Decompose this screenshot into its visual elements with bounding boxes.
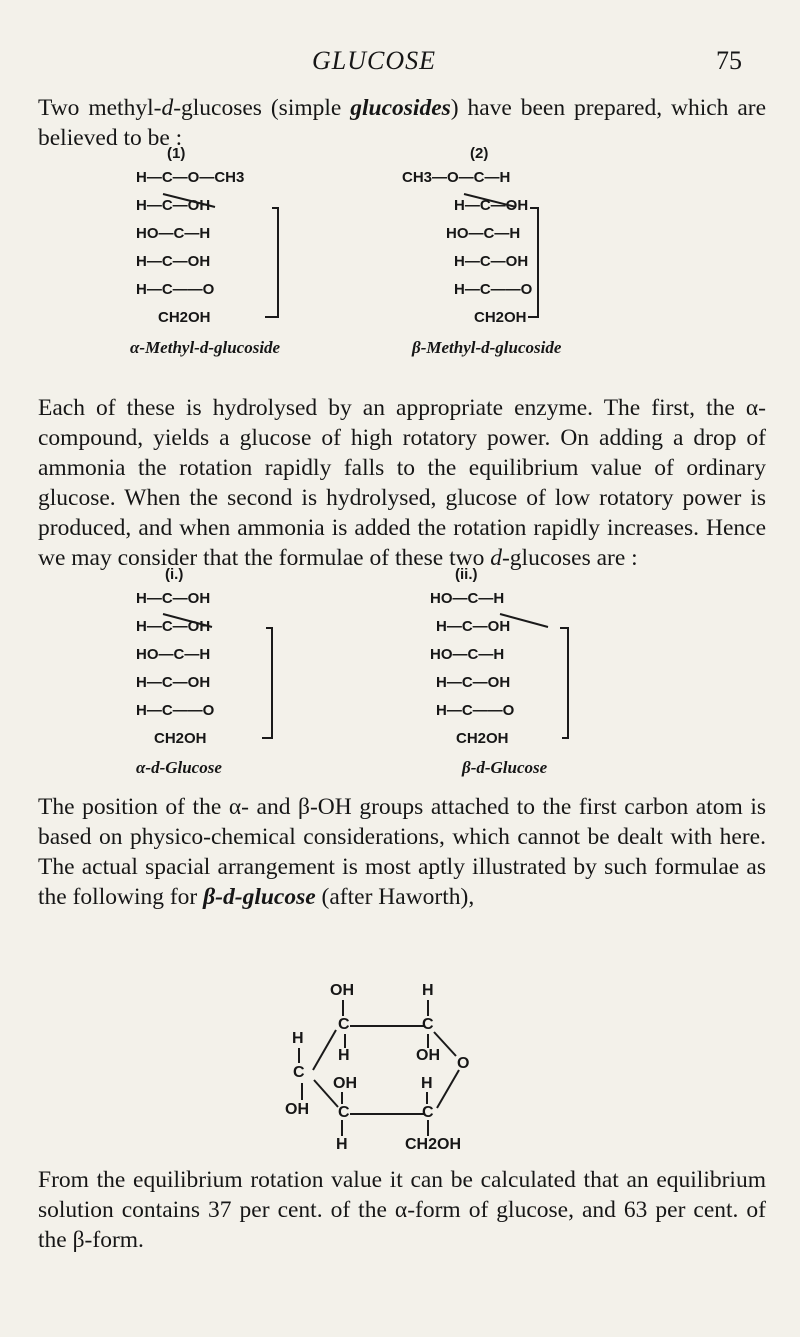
formula-row: H—C—O—CH3 (136, 169, 245, 186)
formula-i-label: (i.) (165, 566, 184, 583)
formula-row: H—C—OH (454, 253, 529, 270)
alpha-glucose-formula (136, 585, 214, 753)
intro-text-2: -glucoses (simple (173, 95, 351, 121)
hydrolysis-text-end: -glucoses are : (501, 545, 638, 571)
formula-row: H—C—OH (436, 618, 511, 635)
haworth-left-h: H (292, 1030, 304, 1047)
formula-row: HO—C—H (446, 225, 521, 242)
position-paragraph (38, 792, 766, 912)
ring-bond (313, 1030, 336, 1070)
intro-glucosides: glucosides (350, 95, 451, 121)
running-title: GLUCOSE (312, 46, 437, 75)
beta-glucose-formula (430, 585, 514, 753)
formula-row: HO—C—H (430, 646, 505, 663)
formula-row: HO—C—H (136, 646, 211, 663)
hydrolysis-d: d (490, 545, 502, 571)
formula-row: CH2OH (474, 309, 527, 326)
formula-row: HO—C—H (136, 225, 211, 242)
formula-row: H—C—OH (136, 674, 211, 691)
haworth-bottom-ch2oh: CH2OH (405, 1136, 462, 1153)
haworth-c2: C (422, 1016, 434, 1033)
page-number: 75 (716, 46, 742, 75)
formula-2-label: (2) (470, 145, 489, 162)
formula-row: H—C—OH (136, 618, 211, 635)
position-text-end: (after Haworth), (315, 884, 475, 910)
formula-row: H—C—OH (136, 590, 211, 607)
caption-alpha-glucose: α-d-Glucose (136, 758, 222, 777)
hydrolysis-text: Each of these is hydrolysed by an appropriate enzyme. The first, the α-compound, yields a glucose of high rotatory power. On adding a drop of ammonia the rotation rapidly falls to the equilibrium value of ordinary glucose. When the second is hydrolysed, glucose of low rotatory power is produced, and when ammonia is added the rotation rapidly increases. Hence we may consider that the formulae of these two (38, 395, 766, 571)
formula-row: CH2OH (154, 730, 207, 747)
haworth-c1: C (338, 1016, 350, 1033)
formula-row: CH2OH (456, 730, 509, 747)
haworth-left-oh: OH (285, 1101, 309, 1118)
caption-beta-methyl: β-Methyl-d-glucoside (412, 338, 562, 357)
ring-bond (265, 208, 278, 317)
equilibrium-paragraph: From the equilibrium rotation value it can be calculated that an equilibrium solution contains 37 per cent. of the α-form of glucose, and 63 per cent. of the β-form. (38, 1167, 766, 1253)
formula-ii-label: (ii.) (455, 566, 478, 583)
formula-row: H—C——O (436, 702, 515, 719)
haworth-mid-h: H (338, 1047, 350, 1064)
intro-paragraph (38, 93, 766, 153)
haworth-top-h: H (422, 982, 434, 999)
formula-1-label: (1) (167, 145, 186, 162)
formula-row: H—C——O (136, 281, 215, 298)
ring-bond (437, 1070, 459, 1108)
haworth-c4: C (338, 1104, 350, 1121)
alpha-methyl-formula (136, 164, 244, 332)
haworth-bottom-h: H (336, 1136, 348, 1153)
intro-text-3: ) have been prepared, which are believed to be : (38, 95, 766, 151)
haworth-c5: C (422, 1104, 434, 1121)
haworth-top-oh: OH (330, 982, 354, 999)
running-header (0, 46, 800, 82)
formula-row: CH3—O—C—H (402, 169, 511, 186)
haworth-ring-o: O (457, 1055, 470, 1072)
haworth-low-oh: OH (333, 1075, 357, 1092)
intro-d: d (161, 95, 174, 121)
beta-methyl-formula (402, 164, 532, 332)
ring-bond (560, 628, 568, 738)
formula-row: HO—C—H (430, 590, 505, 607)
haworth-left-c: C (293, 1064, 305, 1081)
intro-text-1: Two methyl- (38, 95, 162, 121)
formula-row: H—C—OH (136, 253, 211, 270)
formula-row: H—C—OH (454, 197, 529, 214)
haworth-mid-oh: OH (416, 1047, 440, 1064)
formula-row: CH2OH (158, 309, 211, 326)
caption-beta-glucose: β-d-Glucose (462, 758, 548, 777)
position-text: The position of the α- and β-OH groups attached to the first carbon atom is based on physico-chemical considerations, which cannot be dealt with here. The actual spacial arrangement is most aptly illustrated by such formulae as the following for (38, 794, 766, 910)
hydrolysis-paragraph (38, 393, 766, 573)
ring-bond (262, 628, 272, 738)
formula-row: H—C——O (454, 281, 533, 298)
position-beta-d-glucose: β-d-glucose (203, 884, 316, 910)
caption-alpha-methyl: α-Methyl-d-glucoside (130, 338, 281, 357)
formula-row: H—C—OH (136, 197, 211, 214)
formula-row: H—C—OH (436, 674, 511, 691)
haworth-low-h: H (421, 1075, 433, 1092)
formula-row: H—C——O (136, 702, 215, 719)
